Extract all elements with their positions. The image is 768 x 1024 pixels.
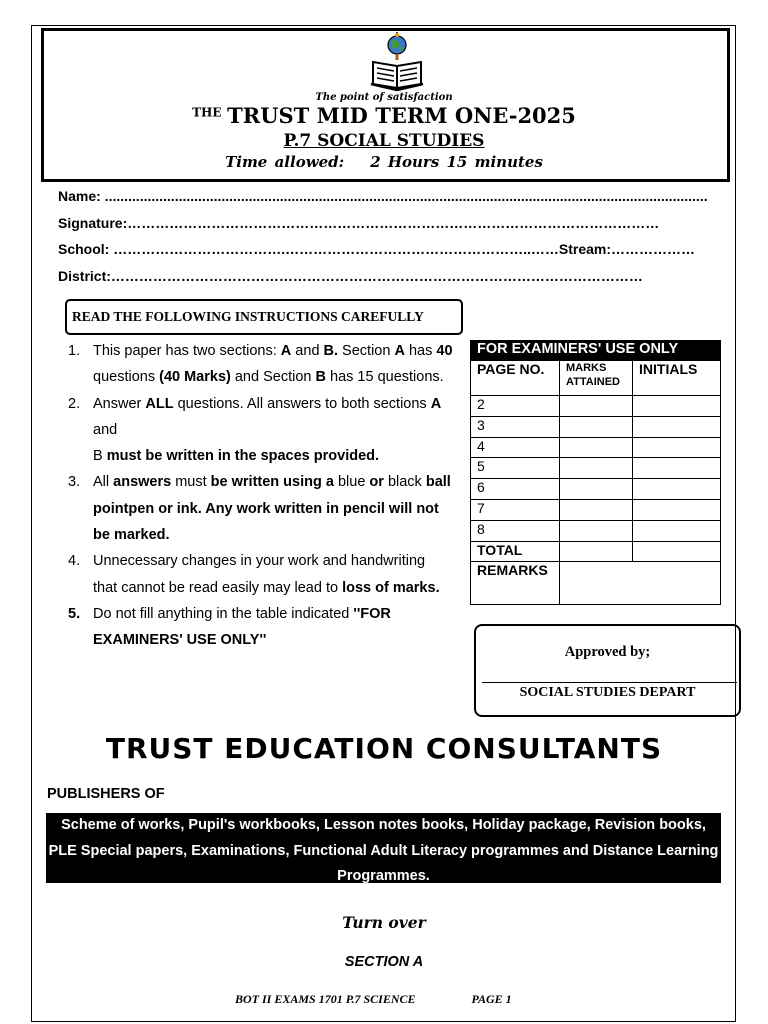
marks-cell[interactable] (560, 541, 633, 562)
instruction-plain: This paper has two sections: (93, 343, 281, 359)
instruction-number: 4. (68, 553, 81, 570)
column-initials: INITIALS (633, 361, 721, 396)
instruction-text (93, 601, 453, 654)
title-prefix: THE (192, 105, 222, 120)
table-row (471, 437, 721, 458)
instruction-plain: and (93, 421, 118, 438)
marks-cell[interactable] (560, 396, 633, 417)
instruction-plain: Section (338, 343, 395, 359)
examiners-table (470, 340, 721, 605)
instruction-plain: questions. All answers to both sections (173, 395, 431, 412)
instruction-plain: Do not fill anything in the table indicated (93, 605, 354, 622)
instruction-text (93, 469, 453, 548)
initials-cell[interactable] (633, 520, 721, 541)
instruction-plain: B (93, 448, 103, 465)
table-row (471, 458, 721, 479)
marks-cell[interactable] (560, 520, 633, 541)
instruction-plain: black (387, 474, 422, 491)
marks-cell[interactable] (560, 416, 633, 437)
instruction-bold: ALL (145, 395, 174, 412)
table-row (471, 479, 721, 500)
table-row (471, 396, 721, 417)
instruction-bold: ball pointpen or ink. Any work written in pencil will not be marked. (93, 474, 451, 544)
exam-title (0, 103, 768, 128)
marks-cell[interactable] (560, 499, 633, 520)
column-page-no: PAGE NO. (471, 361, 560, 396)
title-main: TRUST MID TERM ONE-2025 (227, 103, 576, 128)
approved-by-label: Approved by; (564, 644, 651, 660)
instruction-number (68, 443, 93, 469)
page-footer (235, 992, 512, 1007)
instruction-number: 2. (68, 395, 81, 412)
instruction-bold: B. (323, 343, 339, 359)
instruction-text (93, 443, 453, 469)
instruction-plain: has 15 questions. (325, 369, 444, 386)
publications-band: Scheme of works, Pupil's workbooks, Lesson notes books, Holiday package, Revision books, PLE Special papers, Examinations, Functional Adult Literacy programmes and Distance Learning Programmes. (46, 813, 721, 883)
instruction-number: 3. (68, 474, 81, 491)
marks-cell[interactable] (560, 437, 633, 458)
instruction-bold: A (430, 395, 442, 412)
instruction-plain: Unnecessary changes in your work and handwriting that cannot be read easily may lead to (93, 553, 426, 596)
instruction-bold: or (365, 474, 388, 491)
page-number-cell: 6 (471, 479, 560, 500)
initials-cell[interactable] (633, 479, 721, 500)
initials-cell[interactable] (633, 396, 721, 417)
instruction-bold: B (315, 369, 326, 386)
page-number-cell: 5 (471, 458, 560, 479)
approval-box (474, 624, 741, 717)
initials-cell[interactable] (633, 499, 721, 520)
instructions-heading: READ THE FOLLOWING INSTRUCTIONS CAREFULLY (65, 299, 463, 335)
initials-cell[interactable] (633, 416, 721, 437)
instruction-plain: Answer (93, 395, 146, 412)
instruction-item (68, 443, 453, 469)
instruction-text (93, 338, 453, 391)
instruction-plain: questions (93, 369, 160, 386)
initials-cell[interactable] (633, 437, 721, 458)
table-row (471, 416, 721, 437)
column-marks-attained: MARKS ATTAINED (560, 361, 633, 396)
department-name: SOCIAL STUDIES DEPART (519, 685, 696, 700)
instruction-text (93, 391, 453, 444)
instruction-item (68, 391, 453, 444)
instruction-bold: be written using a (206, 474, 338, 491)
time-label: Time allowed: (225, 153, 345, 171)
time-allowed (0, 153, 768, 171)
instruction-bold: 40 (436, 343, 453, 359)
instruction-text (93, 548, 453, 601)
page-number-cell: 3 (471, 416, 560, 437)
school-logo-icon (369, 32, 425, 92)
instruction-bold: must be written in the spaces provided. (102, 448, 380, 465)
marks-cell[interactable] (560, 458, 633, 479)
instruction-item (68, 548, 453, 601)
instruction-bold: A (280, 343, 292, 359)
turn-over-label: Turn over (342, 913, 426, 932)
instruction-plain: All (93, 474, 110, 491)
signature-line (482, 682, 737, 683)
examiners-table-title: FOR EXAMINERS' USE ONLY (471, 341, 721, 361)
subject-title: P.7 SOCIAL STUDIES (283, 131, 485, 151)
instruction-plain: blue (337, 474, 366, 491)
company-name: TRUST EDUCATION CONSULTANTS (105, 732, 663, 765)
initials-cell[interactable] (633, 541, 721, 562)
time-value: 2 Hours 15 minutes (370, 153, 543, 171)
instruction-plain: and Section (230, 369, 316, 386)
section-heading: SECTION A (344, 954, 424, 970)
footer-page: PAGE 1 (471, 992, 512, 1006)
district-field[interactable]: District:…………………………………………………………………………………………………… (58, 268, 643, 284)
instruction-bold: ''FOR EXAMINERS' USE ONLY'' (93, 605, 391, 649)
instruction-plain: and (291, 343, 324, 359)
initials-cell[interactable] (633, 458, 721, 479)
instructions-list (68, 338, 453, 654)
instruction-item (68, 338, 453, 391)
instruction-item (68, 601, 453, 654)
school-field[interactable]: School: ……………………………….……………………………………………..……Stream:……………… (58, 241, 696, 257)
instruction-bold: loss of marks. (342, 579, 440, 596)
publishers-label: PUBLISHERS OF (47, 786, 165, 802)
instruction-bold: A (394, 343, 405, 359)
table-row (471, 520, 721, 541)
instruction-bold: answers (109, 474, 176, 491)
page-number-cell: TOTAL (471, 541, 560, 562)
instruction-number: 1. (68, 343, 81, 359)
remarks-label: REMARKS (471, 562, 560, 605)
instruction-plain: has (404, 343, 437, 359)
instruction-item (68, 469, 453, 548)
remarks-cell[interactable] (560, 562, 721, 605)
page-number-cell: 7 (471, 499, 560, 520)
instruction-plain: must (175, 474, 207, 491)
name-field[interactable]: Name: ........................................................................................................................................................... (58, 188, 708, 204)
footer-exam: BOT II EXAMS 1701 P.7 SCIENCE (235, 992, 416, 1006)
page-number-cell: 8 (471, 520, 560, 541)
page-number-cell: 4 (471, 437, 560, 458)
instruction-number: 5. (68, 605, 81, 622)
motto: The point of satisfaction (315, 92, 453, 103)
table-row (471, 541, 721, 562)
page-number-cell: 2 (471, 396, 560, 417)
marks-cell[interactable] (560, 479, 633, 500)
table-row (471, 499, 721, 520)
instruction-bold: (40 Marks) (159, 369, 231, 386)
signature-field[interactable]: Signature:…………………………………………………………………………………………………… (58, 215, 660, 231)
